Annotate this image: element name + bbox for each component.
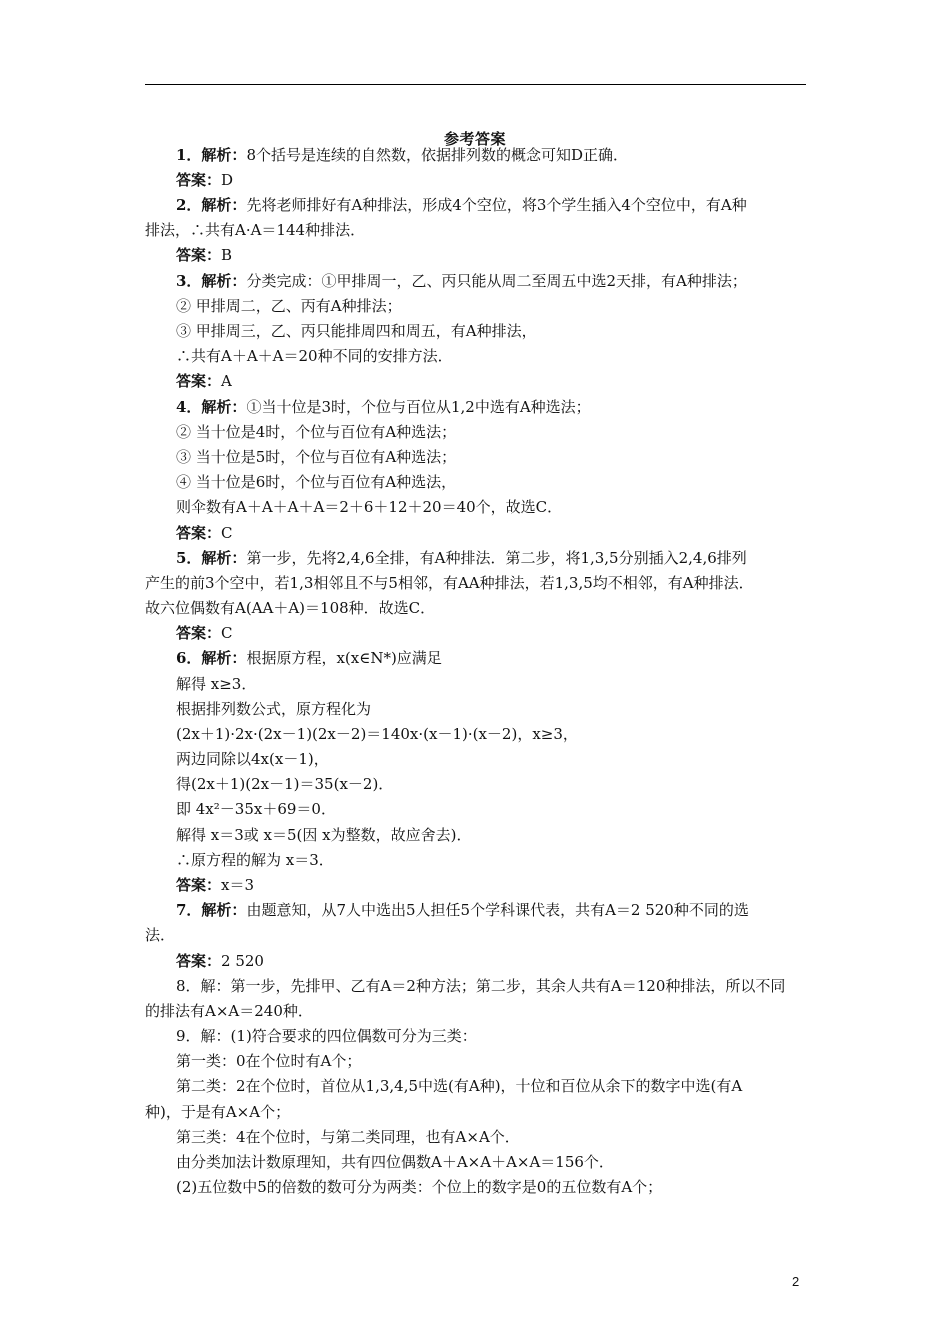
line-label: 5．解析： [176, 549, 247, 567]
text-line [176, 497, 562, 517]
text-line [145, 598, 435, 618]
line-text: 的排法有A×A＝240种． [145, 1002, 313, 1020]
line-label: 答案： [176, 876, 222, 894]
line-text: x＝3 [221, 876, 255, 894]
line-text: 第二类：2在个位时，首位从1,3,4,5中选(有A种)，十位和百位从余下的数字中选(有A [176, 1077, 743, 1095]
line-text: 先将老师排好有A种排法，形成4个空位，将3个学生插入4个空位中，有A种 [246, 196, 747, 214]
text-line [176, 825, 471, 845]
line-text: ∴共有A＋A＋A＝20种不同的安排方法． [176, 347, 453, 365]
text-line [176, 195, 747, 215]
line-label: 6．解析： [176, 649, 247, 667]
line-text: 故六位偶数有A(AA＋A)＝108种．故选C． [145, 599, 436, 617]
line-text: ③ 甲排周三，乙、丙只能排周四和周五，有A种排法， [176, 322, 537, 340]
text-line [176, 145, 628, 165]
text-line [176, 976, 785, 996]
text-line [176, 648, 442, 668]
line-label: 答案： [176, 246, 222, 264]
line-text: ∴原方程的解为 x＝3． [176, 851, 334, 869]
line-text: D [221, 171, 234, 189]
text-line [176, 1026, 477, 1046]
page-title: 参考答案 [443, 130, 506, 148]
line-text: 8个括号是连续的自然数，依据排列数的概念可知D正确． [246, 146, 629, 164]
line-label: 2．解析： [176, 196, 247, 214]
text-line [176, 296, 402, 316]
line-text: 排法，∴共有A·A＝144种排法． [145, 221, 366, 239]
text-line [176, 875, 254, 895]
text-line [145, 1001, 313, 1021]
line-text: 2 520 [221, 952, 264, 970]
line-text: 由题意知，从7人中选出5人担任5个学科课代表，共有A＝2 520种不同的选 [246, 901, 749, 919]
text-line [176, 397, 591, 417]
line-text: 根据原方程，x(x∈N*)应满足 [246, 649, 442, 667]
line-text: (2x＋1)·2x·(2x－1)(2x－2)＝140x·(x－1)·(x－2)，x≥3， [176, 725, 578, 743]
text-line [176, 900, 749, 920]
line-text: 根据排列数公式，原方程化为 [176, 700, 372, 718]
line-text: 由分类加法计数原理知，共有四位偶数A＋A×A＋A×A＝156个． [176, 1153, 614, 1171]
line-label: 答案： [176, 952, 222, 970]
text-line [145, 220, 365, 240]
line-text: 法． [145, 926, 176, 944]
page-number: 2 [792, 1274, 800, 1289]
text-line [176, 321, 537, 341]
line-text: A [221, 372, 232, 390]
text-line [176, 271, 747, 291]
line-text: 得(2x＋1)(2x－1)＝35(x－2)． [176, 775, 394, 793]
line-text: 第一类：0在个位时有A个； [176, 1052, 362, 1070]
text-line [145, 1102, 290, 1122]
line-text: ② 当十位是4时，个位与百位有A种选法； [176, 423, 457, 441]
text-line [176, 472, 456, 492]
text-line [176, 774, 393, 794]
line-text: 第三类：4在个位时，与第二类同理，也有A×A个． [176, 1128, 520, 1146]
text-line [176, 447, 456, 467]
text-line [145, 925, 175, 945]
line-text: (2)五位数中5的倍数的数可分为两类：个位上的数字是0的五位数有A个； [176, 1178, 663, 1196]
text-line [176, 674, 256, 694]
text-line [176, 1076, 742, 1096]
line-text: ③ 当十位是5时，个位与百位有A种选法； [176, 448, 457, 466]
line-text: 9．解：(1)符合要求的四位偶数可分为三类： [176, 1027, 477, 1045]
text-line [176, 799, 336, 819]
line-text: ② 甲排周二，乙、丙有A种排法； [176, 297, 402, 315]
line-text: 解得 x＝3或 x＝5(因 x为整数，故应舍去)． [176, 826, 472, 844]
line-label: 答案： [176, 624, 222, 642]
text-line [176, 523, 233, 543]
line-label: 4．解析： [176, 398, 247, 416]
line-text: ④ 当十位是6时，个位与百位有A种选法， [176, 473, 457, 491]
header-rule [145, 84, 806, 85]
line-text: 8．解：第一步，先排甲、乙有A＝2种方法；第二步，其余人共有A＝120种排法，所以不同 [176, 977, 786, 995]
line-text: 两边同除以4x(x－1)， [176, 750, 329, 768]
line-text: 种)，于是有A×A个； [145, 1103, 291, 1121]
line-label: 7．解析： [176, 901, 247, 919]
line-text: 产生的前3个空中，若1,3相邻且不与5相邻，有AA种排法，若1,3,5均不相邻，有A种排法． [145, 574, 754, 592]
line-text: C [221, 524, 233, 542]
text-line [145, 573, 754, 593]
line-text: 即 4x²－35x＋69＝0． [176, 800, 336, 818]
text-line [176, 346, 453, 366]
text-line [176, 422, 456, 442]
text-line [176, 371, 232, 391]
line-text: ①当十位是3时，个位与百位从1,2中选有A种选法； [246, 398, 591, 416]
text-line [176, 1152, 614, 1172]
text-line [176, 1177, 662, 1197]
line-label: 答案： [176, 524, 222, 542]
text-line [176, 170, 233, 190]
text-line [176, 1127, 520, 1147]
text-line [176, 724, 578, 744]
line-label: 答案： [176, 372, 222, 390]
text-line [176, 245, 232, 265]
text-line [176, 623, 233, 643]
line-text: 第一步，先将2,4,6全排，有A种排法．第二步，将1,3,5分别插入2,4,6排列 [246, 549, 747, 567]
text-line [176, 1051, 361, 1071]
line-label: 答案： [176, 171, 222, 189]
text-line [176, 951, 264, 971]
line-label: 3．解析： [176, 272, 247, 290]
text-line [176, 850, 334, 870]
line-text: 分类完成：①甲排周一，乙、丙只能从周二至周五中选2天排，有A种排法； [246, 272, 747, 290]
text-line [176, 699, 371, 719]
line-text: 解得 x≥3． [176, 675, 257, 693]
text-line [176, 749, 329, 769]
line-text: C [221, 624, 233, 642]
line-label: 1．解析： [176, 146, 247, 164]
line-text: B [221, 246, 233, 264]
line-text: 则伞数有A＋A＋A＋A＝2＋6＋12＋20＝40个，故选C． [176, 498, 563, 516]
text-line [176, 548, 747, 568]
